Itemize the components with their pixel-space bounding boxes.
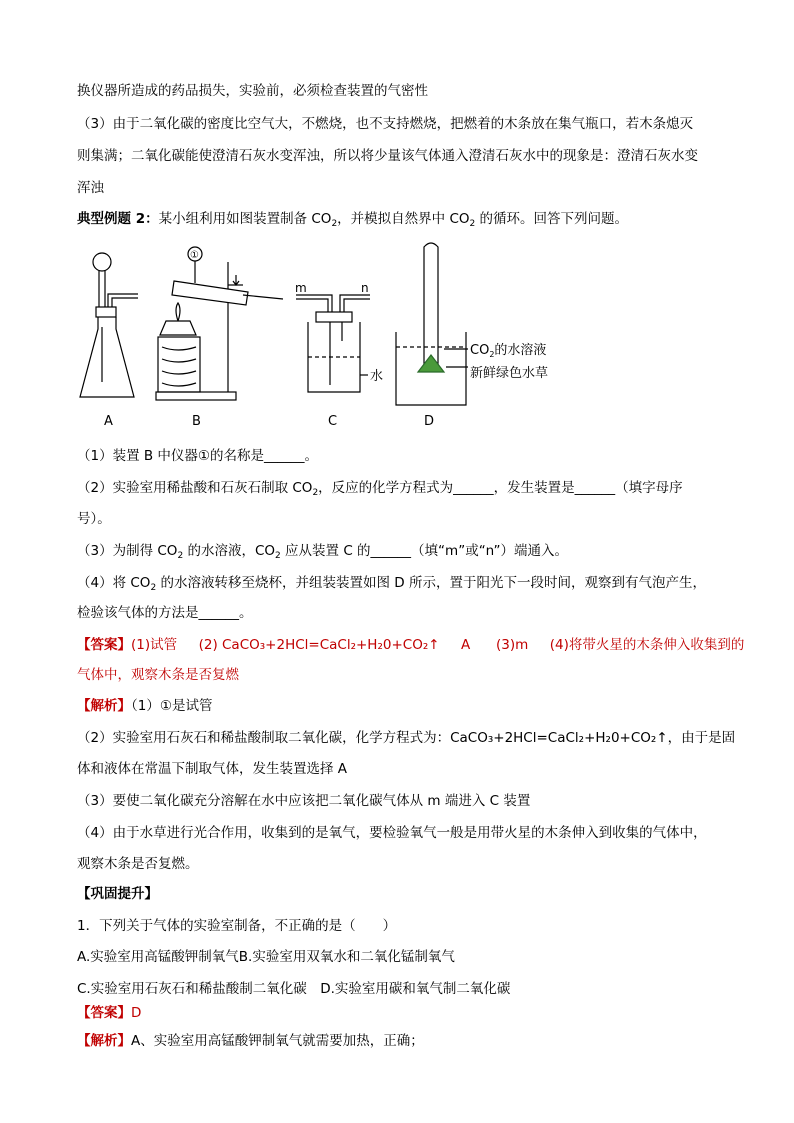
consolidate-options-ab: A.实验室用高锰酸钾制氧气B.实验室用双氧水和二氧化锰制氧气 xyxy=(77,949,455,965)
apparatus-b xyxy=(156,247,283,400)
question-3: （3）为制得 $CO_2$ 的水溶液，$CO_2$ 应从装置 C 的______（填“m”或“n”）端通入。 xyxy=(77,543,568,561)
analysis-line-2: （2）实验室用石灰石和稀盐酸制取二氧化碳，化学方程式为：CaCO₃+2HCl=CaCl₂+H₂0+CO₂↑，由于是固 xyxy=(77,730,736,746)
intro-line-3: 则集满；二氧化碳能使澄清石灰水变浑浊，所以将少量该气体通入澄清石灰水中的现象是：澄清石灰水变 xyxy=(77,148,698,164)
analysis-line-4: （3）要使二氧化碳充分溶解在水中应该把二氧化碳气体从 m 端进入 C 装置 xyxy=(77,793,531,809)
label-m: m xyxy=(295,281,307,295)
label-plant: 新鲜绿色水草 xyxy=(470,366,549,381)
question-2: （2）实验室用稀盐酸和石灰石制取 $CO_2$，反应的化学方程式为______，发生装置是______（填字母序 xyxy=(77,480,683,498)
question-2-cont: 号）。 xyxy=(77,511,111,527)
question-4: （4）将 $CO_2$ 的水溶液转移至烧杯，并组装装置如图 D 所示，置于阳光下一段时间，观察到有气泡产生， xyxy=(77,575,706,593)
consolidate-question: 1．下列关于气体的实验室制备，不正确的是（ ） xyxy=(77,918,397,934)
analysis-line-5: （4）由于水草进行光合作用，收集到的是氧气，要检验氧气一般是用带火星的木条伸入到收集的气体中， xyxy=(77,825,707,841)
label-water: 水 xyxy=(370,369,384,384)
analysis-line-1: 【解析】（1）①是试管 xyxy=(77,698,213,714)
label-d: D xyxy=(424,414,435,429)
label-b: B xyxy=(192,414,201,429)
intro-line-4: 浑浊 xyxy=(77,180,104,196)
intro-line-2: （3）由于二氧化碳的密度比空气大，不燃烧，也不支持燃烧，把燃着的木条放在集气瓶口，若木条熄灭 xyxy=(77,116,694,132)
marker-1: ① xyxy=(190,250,199,261)
apparatus-figure xyxy=(78,237,598,432)
analysis-line-3: 体和液体在常温下制取气体，发生装置选择 A xyxy=(77,761,348,777)
apparatus-c xyxy=(296,295,370,392)
label-n: n xyxy=(361,281,369,295)
example-heading: 典型例题 2：某小组利用如图装置制备 $CO_2$，并模拟自然界中 $CO_2$ 的循环。回答下列问题。 xyxy=(77,211,629,229)
consolidate-options-cd: C.实验室用石灰石和稀盐酸制二氧化碳 D.实验室用碳和氧气制二氧化碳 xyxy=(77,981,511,997)
question-1: （1）装置 B 中仪器①的名称是______。 xyxy=(77,448,319,464)
answer-line: 【答案】(1)试管 (2) CaCO₃+2HCl=CaCl₂+H₂0+CO₂↑ A (3)m (4)将带火星的木条伸入收集到的 xyxy=(77,637,745,653)
apparatus-a xyxy=(80,253,138,397)
label-co2-solution: $CO_2$的水溶液 xyxy=(470,343,547,359)
label-c: C xyxy=(328,414,338,429)
consolidate-analysis: 【解析】A、实验室用高锰酸钾制氧气就需要加热，正确； xyxy=(77,1033,424,1049)
consolidate-answer: 【答案】D xyxy=(77,1005,142,1021)
answer-line-2: 气体中，观察木条是否复燃 xyxy=(77,667,239,683)
example-label: 典型例题 2： xyxy=(77,211,159,227)
label-a: A xyxy=(104,414,113,429)
intro-line-1: 换仪器所造成的药品损失，实验前，必须检查装置的气密性 xyxy=(77,83,428,99)
analysis-line-6: 观察木条是否复燃。 xyxy=(77,856,199,872)
apparatus-d xyxy=(396,243,468,405)
consolidate-title: 【巩固提升】 xyxy=(77,886,158,902)
question-4-cont: 检验该气体的方法是______。 xyxy=(77,605,253,621)
